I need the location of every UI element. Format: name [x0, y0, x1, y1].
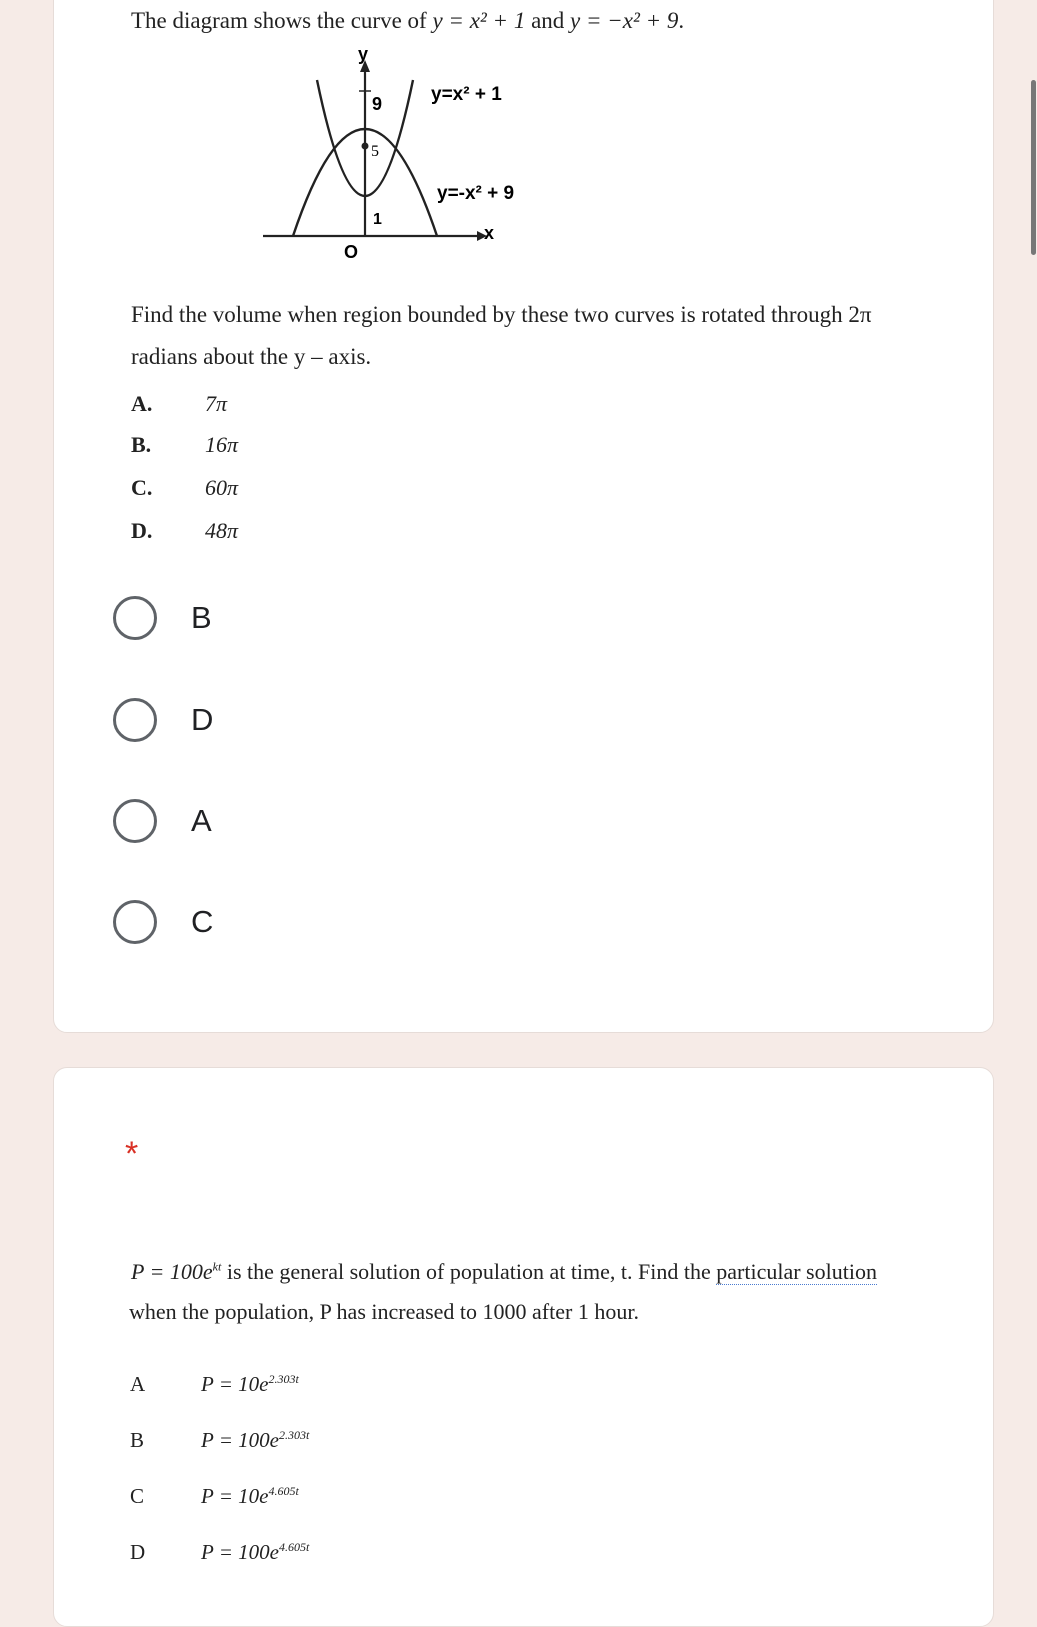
radio-choice-d[interactable]	[113, 694, 213, 746]
q2-option-d-letter: D	[130, 1540, 146, 1564]
radio-button[interactable]	[113, 799, 157, 843]
required-marker: *	[125, 1135, 139, 1173]
question2-line2: when the population, P has increased to 1000 after 1 hour.	[129, 1299, 639, 1324]
radio-button[interactable]	[113, 596, 157, 640]
q2-option-d-value: $P = 100e^{4.605t}$	[201, 1540, 310, 1564]
option-a-letter: A.	[131, 391, 153, 416]
graph-label-1: 1	[373, 211, 382, 228]
graph-label-5: 5	[371, 143, 379, 160]
particular-solution-link[interactable]: particular solution	[716, 1259, 877, 1284]
option-c-letter: C.	[131, 475, 153, 500]
q2-option-b-letter: B	[130, 1428, 145, 1452]
radio-label: A	[191, 803, 212, 838]
radio-choice-b[interactable]	[113, 592, 212, 644]
question1-intro: The diagram shows the curve of y = x² + 1 and y = −x² + 9.	[131, 8, 685, 33]
question1-prompt-line2: radians about the y – axis.	[131, 344, 372, 369]
radio-choice-c[interactable]	[113, 896, 213, 948]
q2-option-c-letter: C	[130, 1484, 145, 1508]
graph-y-label: y	[358, 44, 369, 64]
option-b-letter: B.	[131, 432, 152, 457]
question1-prompt-line1: Find the volume when region bounded by these two curves is rotated through 2π	[131, 302, 872, 327]
option-d-value: 48π	[205, 518, 239, 543]
scrollbar[interactable]	[1031, 80, 1036, 255]
graph-curve-label-1: y=x² + 1	[431, 84, 502, 105]
question2-line1: $P = 100e^{kt}$ is the general solution of population at time, t. Find the particular solution	[131, 1259, 877, 1284]
curves-diagram	[255, 40, 555, 270]
option-b-value: 16π	[205, 432, 239, 457]
radio-label: B	[191, 600, 212, 635]
q2-option-a-value: $P = 10e^{2.303t}$	[201, 1372, 299, 1396]
graph-x-label: x	[484, 223, 495, 243]
option-c-value: 60π	[205, 475, 239, 500]
radio-choice-a[interactable]	[113, 795, 212, 847]
q2-option-c-value: $P = 10e^{4.605t}$	[201, 1484, 299, 1508]
graph-curve-label-2: y=-x² + 9	[437, 183, 515, 204]
question-card-2	[53, 1067, 994, 1627]
option-a-value: 7π	[205, 391, 228, 416]
radio-button[interactable]	[113, 900, 157, 944]
radio-label: C	[191, 904, 214, 939]
radio-button[interactable]	[113, 698, 157, 742]
graph-label-9: 9	[372, 94, 383, 114]
graph-origin-label: O	[344, 242, 359, 262]
option-d-letter: D.	[131, 518, 153, 543]
radio-label: D	[191, 702, 214, 737]
q2-option-b-value: $P = 100e^{2.303t}$	[201, 1428, 310, 1452]
q2-option-a-letter: A	[130, 1372, 146, 1396]
